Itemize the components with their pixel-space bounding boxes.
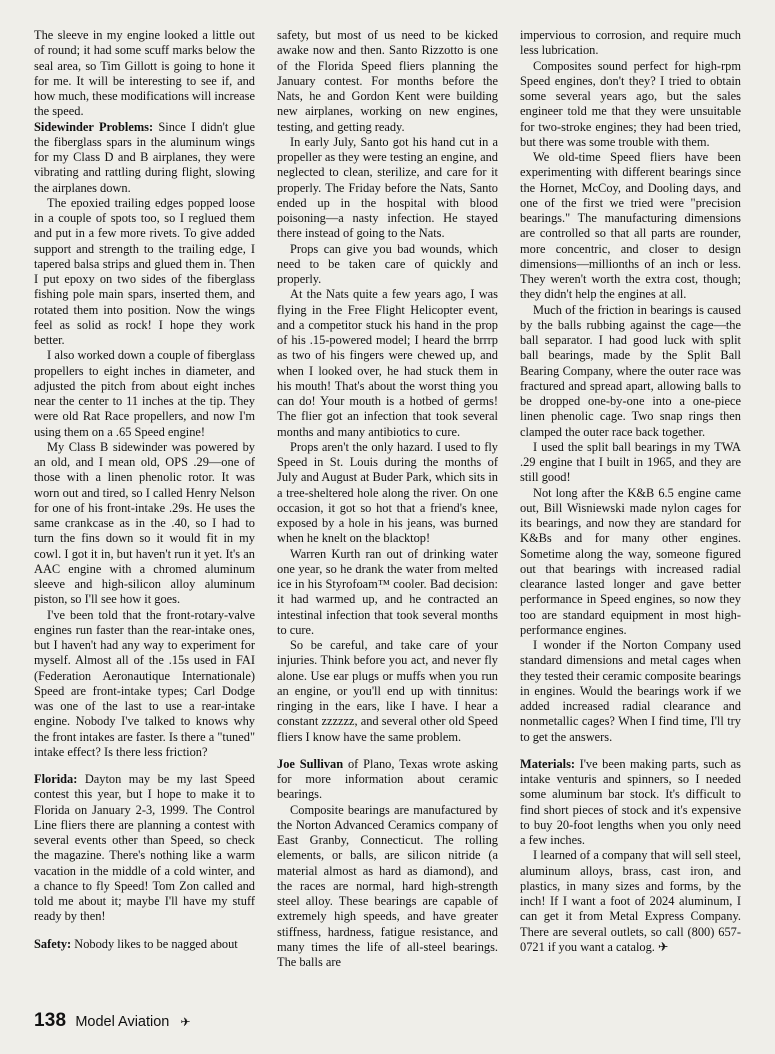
runhead-florida: Florida: [34,772,78,786]
para-kb-65: Not long after the K&B 6.5 engine came out, Bill Wisniewski made nylon cages for its bearings, and now they are standard for K&Bs and for many other engines. Sometime along the way, someone figured out that bearings with increased radial clearance lasted longer and gave better performance in Speed engines, so now they too are standard equipment in most high-performance engines. [520,485,741,637]
para-santo-hand: In early July, Santo got his hand cut in a propeller as they were testing an engine, and neglected to clean, sterilize, and care for it properly. The Friday before the Nats, Santo ended up in the hospital with blood poisoning—a nasty infection. He stayed there instead of going to the Nats. [277,134,498,241]
airplane-icon: ✈ [180,1015,191,1029]
para-friction-cage: Much of the friction in bearings is caused by the balls rubbing against the cage—the ball separator. I had good luck with split ball bearings, made by the Split Ball Bearing Company, where the outer race was fractured and spread apart, allowing balls to be dropped one-by-one into a one-piece linen phenolic cage. Two snap rings then clamped the outer race back together. [520,302,741,439]
article-columns [34,28,741,983]
para-sidewinder-problems-text: Since I didn't glue the fiberglass spars in the aluminum wings for my Class D and B airplanes, they were vibrating and rattling during flight, slowing the airplanes down. [34,119,255,195]
column-3 [520,28,741,983]
runhead-safety: Safety: [34,936,72,951]
para-warren-kurth: Warren Kurth ran out of drinking water one year, so he drank the water from melted ice in his Styrofoam™ cooler. Bad decision: it had warmed up, and he contracted an intestinal infection that took several months to cure. [277,546,498,637]
para-be-careful: So be careful, and take care of your injuries. Think before you act, and never fly alone. Use ear plugs or muffs when you run an engine, or you'll end up with tinnitus: ringing in the ears, like I have. I hear a constant zzzzzz, and several other old Speed fliers I know have the same problem. [277,638,498,744]
page-footer [34,1010,190,1032]
para-metal-express: I learned of a company that will sell steel, aluminum alloys, brass, cast iron, and plastics, in many sizes and forms, by the inch! If I want a foot of 2024 aluminum, I can get it from Metal Express Company. There are several outlets, so call (800) 657-0721 if you want a catalog. ✈ [520,848,741,954]
para-epoxied-trailing-edges: The epoxied trailing edges popped loose in a couple of spots too, so I reglued them and put in a few more rivets. To give added support and strength to the trailing edge, I tapered balsa strips and glued them in. Then I put epoxy on two sides of the fiberglass fishing pole main spars, inserted them, and rotated them into position. Now the wings feel as solid as rock! I hope they work better. [34,195,255,347]
para-safety [34,937,255,952]
runhead-materials: Materials: [520,756,576,771]
para-florida-text: Dayton may be my last Speed contest this year, but I hope to make it to Florida on January 2-3, 1999. The Control Line fliers there are planning a contest with several events other than Speed, so check the magazine. There's nothing like a warm vacation in the middle of a cold winter, and a chance to fly Speed! Tom Zon called and told me about it; maybe I'll have my stuff ready by then! [34,772,255,924]
runhead-sidewinder-problems: Sidewinder Problems: [34,119,154,134]
runhead-joe-sullivan: Joe Sullivan [277,756,344,771]
para-safety-text: Nobody likes to be nagged about [71,936,238,951]
para-twa-29: I used the split ball bearings in my TWA .29 engine that I built in 1965, and they are still good! [520,439,741,485]
para-materials [520,757,741,849]
para-props-not-only-hazard: Props aren't the only hazard. I used to fly Speed in St. Louis during the months of July and August at Buder Park, which sits in a tree-sheltered hole along the river. On one occasion, it got so hot that a friend's knee, exposed by a hole in his jeans, was burned when he knelt on the blacktop! [277,439,498,546]
para-sidewinder-problems [34,120,255,196]
para-joe-sullivan [277,757,498,803]
para-impervious-corrosion: impervious to corrosion, and require much less lubrication. [520,28,741,58]
para-class-b-sidewinder: My Class B sidewinder was powered by an old, and I mean old, OPS .29—one of those with a linen phenolic rotor. It was worn out and tired, so I called Henry Nelson for one of his front-intake .29s. He uses the same crankcase as in the .40, so I had to turn the fins down so it would fit in my cowl. I got it in, but haven't run it yet. It's an AAC engine with a chromed aluminum sleeve and high-silicon alloy aluminum piston, so I'll see how it goes. [34,439,255,607]
para-materials-text: I've been making parts, such as intake venturis and spinners, so I needed some aluminum bar stock. It's difficult to find short pieces of stock and it's expensive to buy 20-foot lengths when you only need a few inches. [520,756,741,847]
para-florida [34,772,255,925]
para-old-time-speed-fliers: We old-time Speed fliers have been experimenting with different bearings since the Hornet, McCoy, and Dooling days, and one of the first we tried were "precision bearings." The manufacturing dimensions are controlled so that all parts are rounder, more concentric, and closer to design dimensions—millionths of an inch or less. They weren't worth the extra cost, though; they didn't help the engines at all. [520,150,741,302]
para-joe-sullivan-text: of Plano, Texas wrote asking for more information about ceramic bearings. [277,756,498,802]
para-norton-company: I wonder if the Norton Company used standard dimensions and metal cages when they tested their ceramic composite bearings in engines. Would the bearings work if we added increased radial clearance and nonmetallic cages? When I find time, I'll try to get the answers. [520,638,741,744]
para-free-flight-helicopter: At the Nats quite a few years ago, I was flying in the Free Flight Helicopter event, and a competitor stuck his hand in the prop of his .15-powered model; I heard the brrrp as two of his fingers were chewed up, and when I looked over, he had stuck them in his mouth! That's about the worst thing you can do! Your mouth is a hotbed of germs! The flier got an infection that took several months and many antibiotics to cure. [277,287,498,439]
para-sleeve-engine: The sleeve in my engine looked a little out of round; it had some scuff marks below the seal area, so Tim Gillott is going to hone it for me. It will be interesting to see if, and how much, these modifications will increase the speed. [34,28,255,119]
column-2 [277,28,498,983]
page-number: 138 [34,1010,67,1031]
para-front-rotary-valve: I've been told that the front-rotary-valve engines run faster than the rear-intake ones, but I haven't had any way to experiment for myself. Almost all of the .15s used in FAI (Federation Aeronautique Internationale) Speed are front-intake types; Carl Dodge was one of the last to use a rear-intake engine. Nobody I've talked to knows why the front intakes are faster. Is there a "tuned" intake effect? Is there less friction? [34,607,256,759]
column-1 [34,28,255,983]
magazine-title: Model Aviation [75,1014,170,1030]
para-composites-sound-perfect: Composites sound perfect for high-rpm Speed engines, don't they? I tried to obtain some several years ago, but the sales engineer told me that they were unsuitable for two-stroke engines; they had been tried, but there was some trouble with them. [520,58,741,149]
para-props-wounds: Props can give you bad wounds, which need to be taken care of quickly and properly. [277,241,498,286]
para-composite-bearings: Composite bearings are manufactured by the Norton Advanced Ceramics company of East Granby, Connecticut. The rolling elements, or balls, are silicon nitride (a material almost as hard as diamond), and the races are normal, hard high-strength steel alloy. These bearings are capable of extremely high speeds, and have greater stiffness, hardness, fatigue resistance, and many times the life of all-steel bearings. The balls are [277,802,498,969]
para-fiberglass-propellers: I also worked down a couple of fiberglass propellers to eight inches in diameter, and adjusted the pitch from about eight inches near the center to 11 inches at the tip. They were old Rat Race propellers, and now I'm using them on a .65 Speed engine! [34,348,255,439]
para-safety-cont: safety, but most of us need to be kicked awake now and then. Santo Rizzotto is one of the Florida Speed fliers planning the January contest. For months before the Nats, he and Gordon Kent were building new airplanes, working on new engines, testing, and getting ready. [277,28,498,134]
